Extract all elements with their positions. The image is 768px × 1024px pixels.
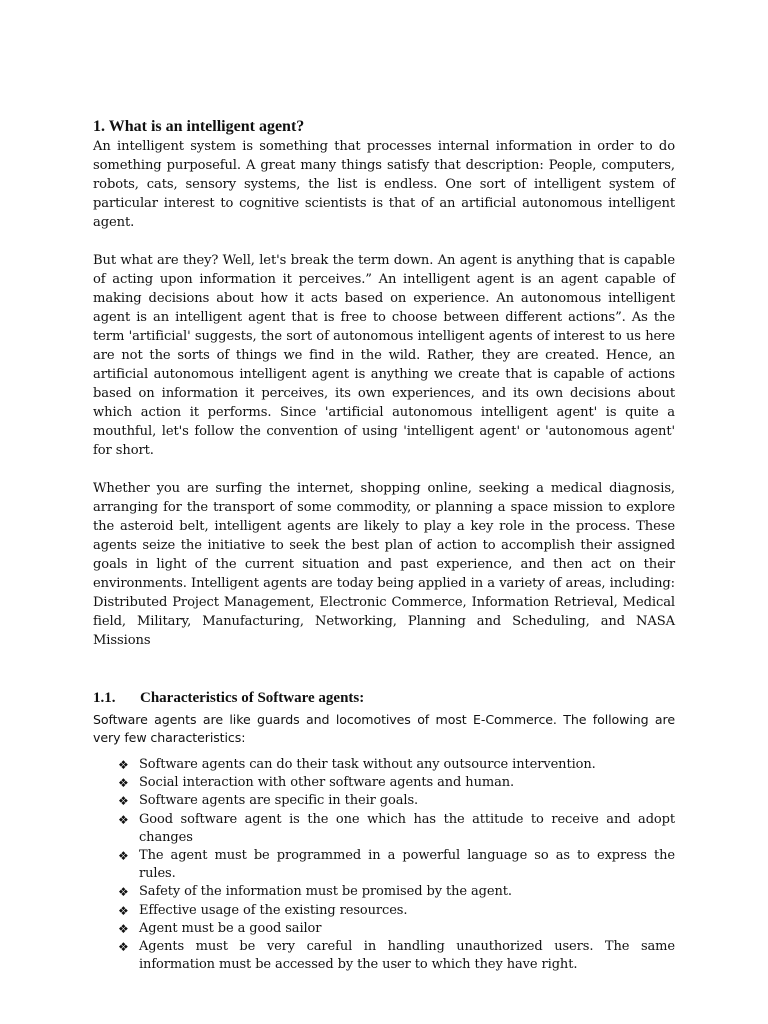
list-item bbox=[118, 938, 675, 974]
diamond-bullet-icon: ❖ bbox=[118, 940, 129, 955]
diamond-bullet-icon: ❖ bbox=[118, 758, 129, 772]
paragraph: But what are they? Well, let's break the term down. An agent is anything that is capable of acting upon information it perceives.” An intelligent agent is an agent capable of making decisions about how it acts based on experience. An autonomous intelligent agent is an intelligent agent that is free to choose between different actions”. As the term 'artificial' suggests, the sort of autonomous intelligent agents of interest to us here are not the sorts of things we find in the wild. Rather, they are created. Hence, an artificial autonomous intelligent agent is anything we create that is capable of actions based on information it perceives, its own experiences, and its own decisions about which action it performs. Since 'artificial autonomous intelligent agent' is quite a mouthful, let's follow the convention of using 'intelligent agent' or 'autonomous agent' for short. bbox=[93, 253, 675, 458]
subsection-number: 1.1. bbox=[93, 690, 116, 706]
list-item-text: Software agents are specific in their goals. bbox=[139, 793, 419, 809]
diamond-bullet-icon: ❖ bbox=[118, 812, 129, 827]
list-item bbox=[118, 756, 675, 774]
list-item bbox=[118, 792, 675, 810]
list-item-text: Effective usage of the existing resources. bbox=[139, 902, 408, 918]
subsection-heading bbox=[93, 689, 675, 708]
subsection-intro: Software agents are like guards and locomotives of most E-Commerce. The following are very few characteristics: bbox=[93, 712, 675, 745]
list-item-text: Software agents can do their task without any outsource intervention. bbox=[139, 757, 596, 772]
list-item-text: Social interaction with other software agents and human. bbox=[139, 775, 515, 791]
list-item-text: Agents must be very careful in handling unauthorized users. The same information must be accessed by the user to which they have right. bbox=[139, 939, 675, 973]
list-item bbox=[118, 920, 675, 938]
diamond-bullet-icon: ❖ bbox=[118, 921, 129, 936]
list-item bbox=[118, 811, 675, 847]
list-item bbox=[118, 902, 675, 920]
section-heading: 1. What is an intelligent agent? bbox=[93, 118, 305, 135]
paragraph: An intelligent system is something that processes internal information in order to do something purposeful. A great many things satisfy that description: People, computers, robots, cats, sensory systems, the list is endless. One sort of intelligent system of particular interest to cognitive scientists is that of an artificial autonomous intelligent agent. bbox=[93, 139, 675, 230]
diamond-bullet-icon: ❖ bbox=[118, 885, 129, 900]
list-item bbox=[118, 883, 675, 901]
diamond-bullet-icon: ❖ bbox=[118, 776, 129, 791]
list-item bbox=[118, 774, 675, 792]
subsection-title: Characteristics of Software agents: bbox=[140, 690, 365, 706]
list-item-text: Agent must be a good sailor bbox=[139, 920, 322, 936]
characteristics-list bbox=[93, 756, 675, 974]
list-item-text: The agent must be programmed in a powerful language so as to express the rules. bbox=[139, 848, 675, 882]
list-item-text: Good software agent is the one which has the attitude to receive and adopt changes bbox=[139, 811, 675, 845]
list-item-text: Safety of the information must be promised by the agent. bbox=[139, 884, 512, 900]
diamond-bullet-icon: ❖ bbox=[118, 794, 129, 809]
list-item bbox=[118, 847, 675, 883]
paragraph: Whether you are surfing the internet, shopping online, seeking a medical diagnosis, arranging for the transport of some commodity, or planning a space mission to explore the asteroid belt, intelligent agents are likely to play a key role in the process. These agents seize the initiative to seek the best plan of action to accomplish their assigned goals in light of the current situation and past experience, and then act on their environments. Intelligent agents are today being applied in a variety of areas, including: Distributed Project Management, Electronic Commerce, Information Retrieval, Medical field, Military, Manufacturing, Networking, Planning and Scheduling, and NASA Missions bbox=[93, 481, 675, 648]
document-page bbox=[93, 117, 675, 974]
diamond-bullet-icon: ❖ bbox=[118, 849, 129, 864]
diamond-bullet-icon: ❖ bbox=[118, 903, 129, 918]
